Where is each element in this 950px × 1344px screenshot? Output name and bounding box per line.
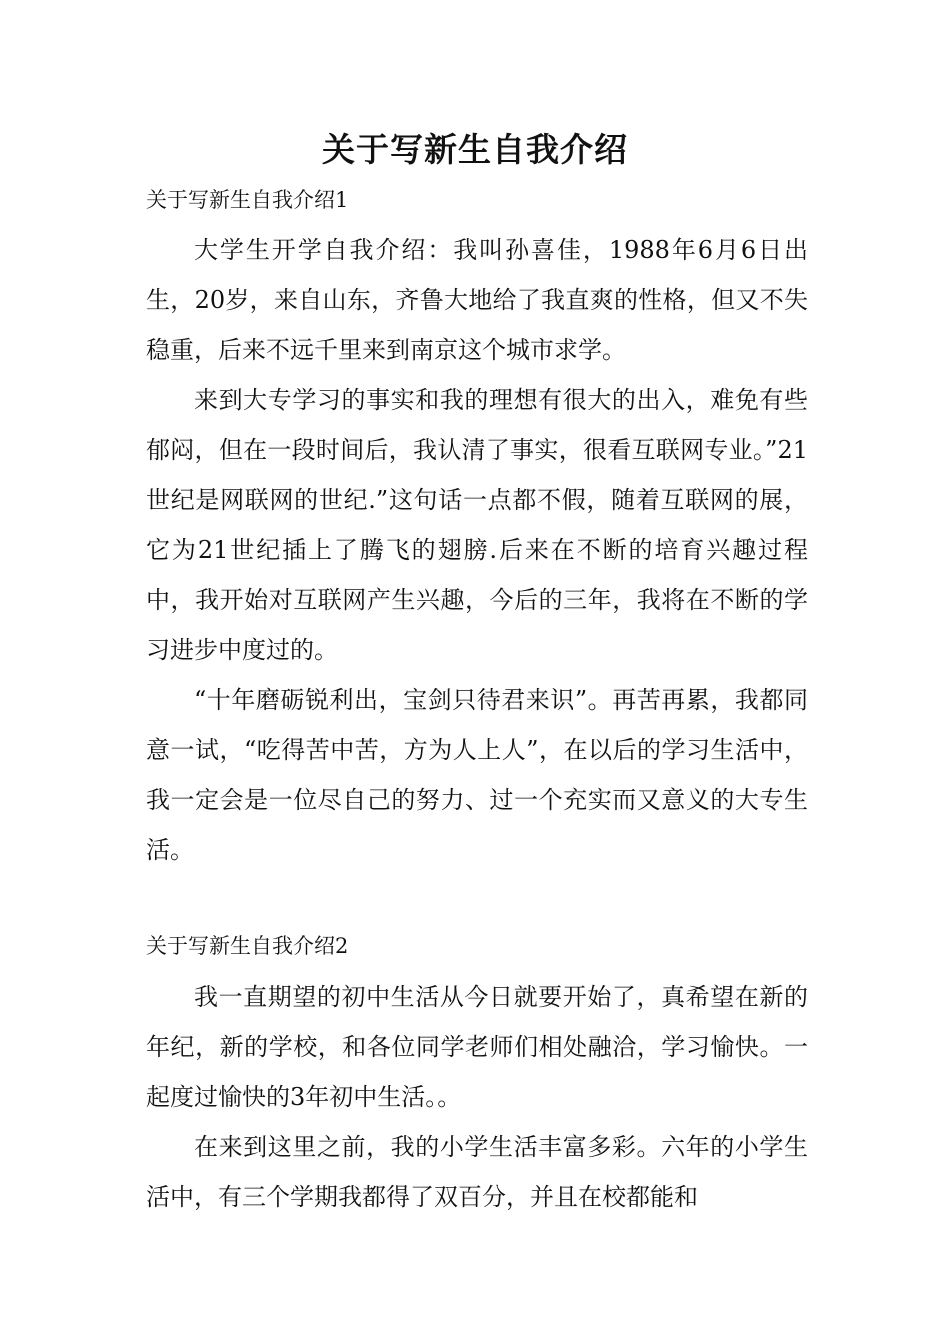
section-heading-1: 关于写新生自我介绍1 [146,188,349,212]
paragraph: 我一直期望的初中生活从今日就要开始了，真希望在新的年纪，新的学校，和各位同学老师们相处融洽，学习愉快。一起度过愉快的3年初中生活。。 [146,983,808,1111]
paragraph: 在来到这里之前，我的小学生活丰富多彩。六年的小学生活中，有三个学期我都得了双百分，并且在校都能和 [146,1133,808,1211]
paragraph: 大学生开学自我介绍：我叫孙喜佳，1988年6月6日出生，20岁，来自山东，齐鲁大地给了我直爽的性格，但又不失稳重，后来不远千里来到南京这个城市求学。 [146,236,808,364]
paragraph: 来到大专学习的事实和我的理想有很大的出入，难免有些郁闷，但在一段时间后，我认清了事实，很看互联网专业。”21世纪是网联网的世纪.”这句话一点都不假，随着互联网的展，它为21世纪插上了腾飞的翅膀.后来在不断的培育兴趣过程中，我开始对互联网产生兴趣，今后的三年，我将在不断的学习进步中度过的。 [146,386,808,664]
section-heading-2: 关于写新生自我介绍2 [146,934,349,958]
paragraph: “十年磨砺锐利出，宝剑只待君来识”。再苦再累，我都同意一试，“吃得苦中苦，方为人上人”，在以后的学习生活中，我一定会是一位尽自己的努力、过一个充实而又意义的大专生活。 [146,686,808,864]
document-title: 关于写新生自我介绍 [322,130,628,169]
